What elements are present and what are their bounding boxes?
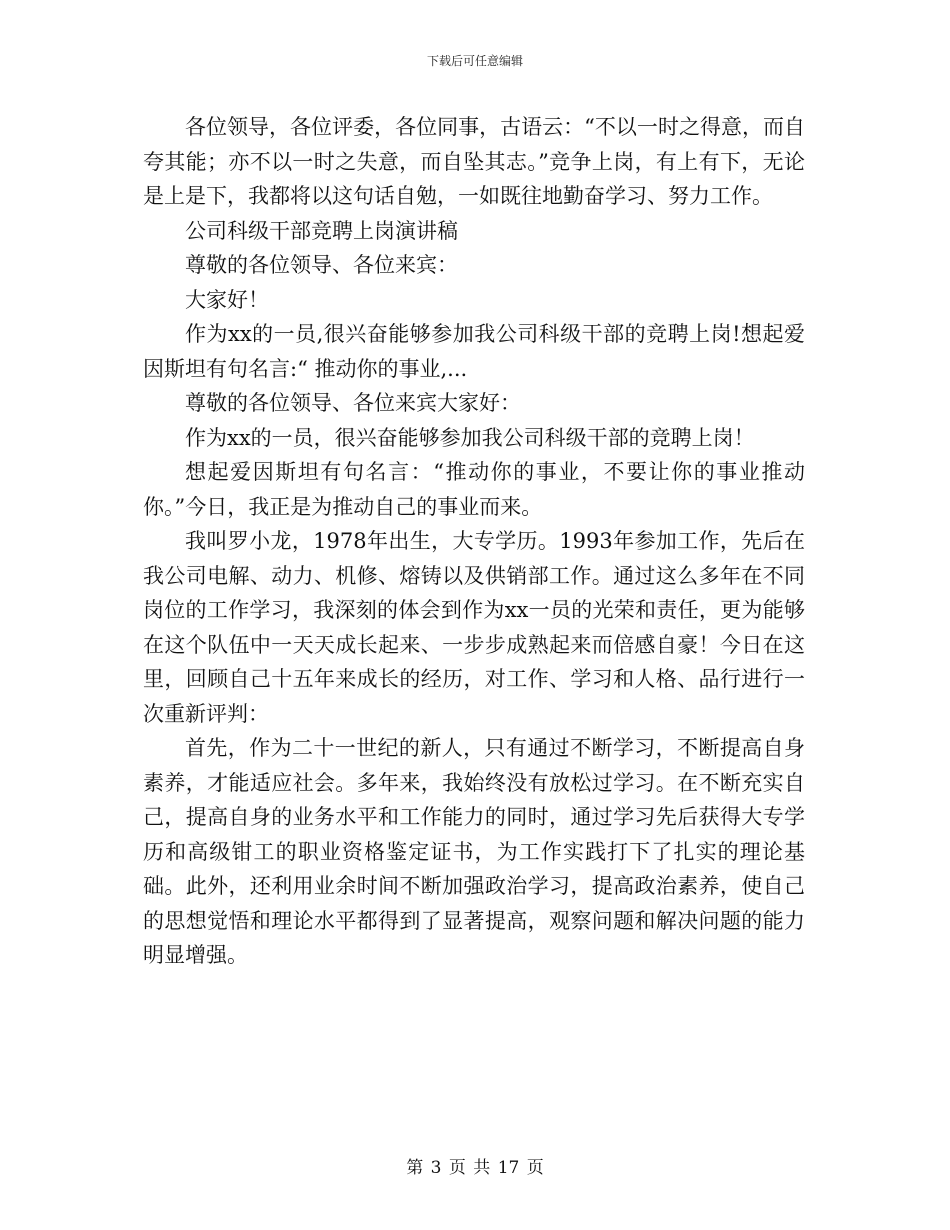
paragraph: 各位领导，各位评委，各位同事，古语云：“不以一时之得意，而自夸其能；亦不以一时之失意，而自坠其志。”竞争上岗，有上有下，无论是上是下，我都将以这句话自勉，一如既往地勤奋学习、努力工作。: [143, 115, 805, 208]
paragraph: 想起爱因斯坦有句名言：“推动你的事业，不要让你的事业推动你。”今日，我正是为推动自己的事业而来。: [143, 460, 805, 519]
page-header: 下载后可任意编辑: [426, 54, 523, 68]
document-body: [143, 110, 805, 973]
paragraph: 公司科级干部竞聘上岗演讲稿: [185, 218, 458, 243]
paragraph: 首先，作为二十一世纪的新人，只有通过不断学习，不断提高自身素养，才能适应社会。多年来，我始终没有放松过学习。在不断充实自己，提高自身的业务水平和工作能力的同时，通过学习先后获得大专学历和高级钳工的职业资格鉴定证书，为工作实践打下了扎实的理论基础。此外，还利用业余时间不断加强政治学习，提高政治素养，使自己的思想觉悟和理论水平都得到了显著提高，观察问题和解决问题的能力明显增强。: [143, 736, 805, 967]
paragraph: 尊敬的各位领导、各位来宾大家好：: [185, 391, 521, 415]
paragraph: 尊敬的各位领导、各位来宾：: [185, 253, 458, 277]
paragraph: 大家好！: [185, 287, 269, 312]
paragraph: 我叫罗小龙，1978年出生，大专学历。1993年参加工作，先后在我公司电解、动力、机修、熔铸以及供销部工作。通过这么多年在不同岗位的工作学习，我深刻的体会到作为xx一员的光荣和责任，更为能够在这个队伍中一天天成长起来、一步步成熟起来而倍感自豪！今日在这里，回顾自己十五年来成长的经历，对工作、学习和人格、品行进行一次重新评判：: [143, 529, 805, 726]
page-number: 第 3 页 共 17 页: [406, 1158, 544, 1178]
paragraph: 作为xx的一员,很兴奋能够参加我公司科级干部的竞聘上岗!想起爱因斯坦有句名言:“ 推动你的事业,...: [143, 322, 805, 381]
paragraph: 作为xx的一员，很兴奋能够参加我公司科级干部的竞聘上岗！: [185, 425, 755, 450]
